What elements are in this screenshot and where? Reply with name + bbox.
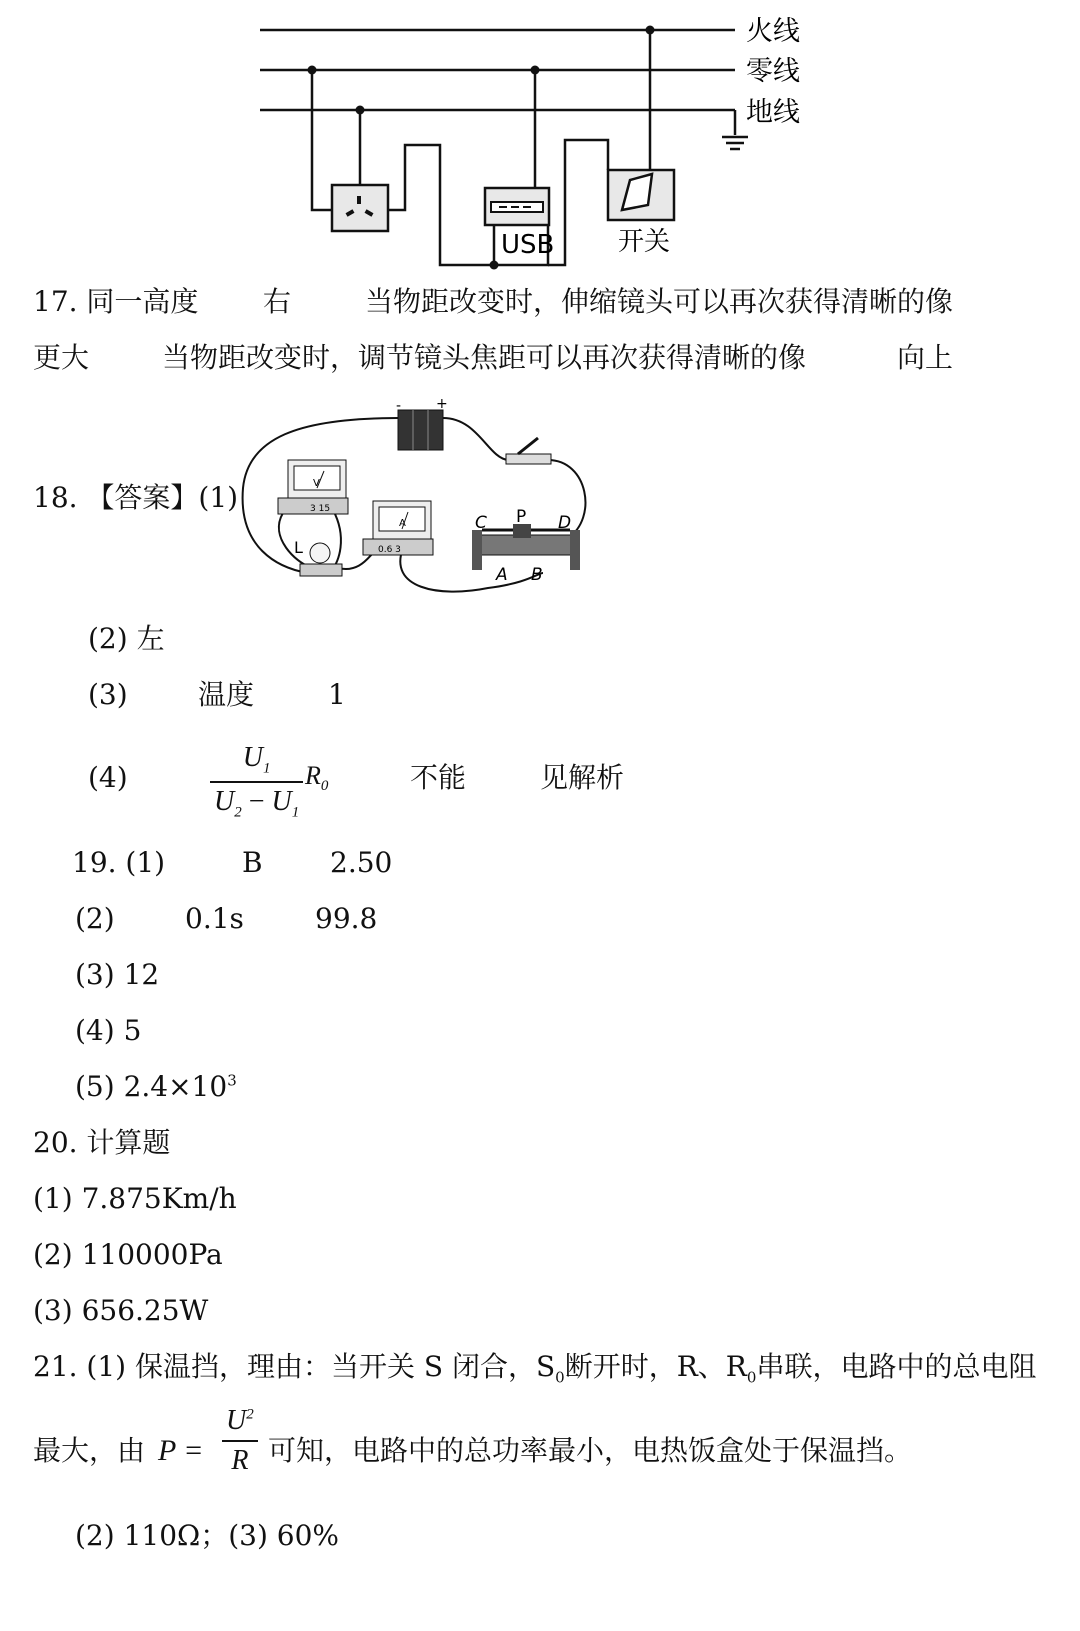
label-usb: USB	[501, 230, 555, 260]
q21-formula-frac: $U^2$ R	[222, 1405, 258, 1477]
q21-line2-b: 可知，电路中的总功率最小，电热饭盒处于保温挡。	[268, 1434, 913, 1467]
q19-p3: (3) 12	[75, 958, 160, 991]
rheostat-d: D	[558, 513, 572, 533]
q20-p2: (2) 110000Pa	[33, 1238, 223, 1271]
ammeter-label: A	[399, 518, 406, 529]
q17-line1-c: 当物距改变时，伸缩镜头可以再次获得清晰的像	[365, 285, 954, 318]
rheostat-b: B	[531, 565, 543, 585]
q18-p4-label: (4)	[88, 761, 128, 794]
q17-line2-b: 当物距改变时，调节镜头焦距可以再次获得清晰的像	[162, 341, 807, 374]
q18-circuit-diagram	[238, 398, 598, 598]
q21-line3: (2) 110Ω；(3) 60%	[75, 1519, 340, 1552]
q21-line2-a: 最大，由	[33, 1434, 146, 1467]
voltmeter-ticks: 3 15	[310, 504, 331, 514]
q18-p3-label: (3)	[88, 678, 128, 711]
q19-p2-b: 99.8	[315, 902, 378, 935]
rheostat-a: A	[496, 565, 508, 585]
q18-p4-r0: $R_0$	[305, 761, 329, 795]
q17-line1-b: 右	[263, 285, 292, 318]
house-wiring-diagram	[250, 0, 830, 275]
svg-text:+: +	[436, 398, 448, 412]
q17-line2-c: 向上	[897, 341, 954, 374]
q21-formula-p: P =	[158, 1434, 204, 1467]
label-ground: 地线	[746, 97, 800, 128]
svg-text:-: -	[396, 398, 402, 414]
label-live: 火线	[746, 16, 800, 47]
label-neutral: 零线	[746, 56, 800, 87]
socket-icon	[332, 185, 388, 231]
q18-p2: (2) 左	[88, 622, 165, 655]
q20-p3: (3) 656.25W	[33, 1294, 209, 1327]
label-switch: 开关	[618, 227, 671, 257]
q19-p2-a: 0.1s	[185, 902, 244, 935]
q19-p1-label: 19. (1)	[72, 846, 166, 879]
q18-p4-b: 见解析	[540, 761, 625, 794]
lamp-label: L	[294, 538, 303, 557]
q18-p4-a: 不能	[410, 761, 467, 794]
q18-p3-b: 1	[328, 678, 346, 711]
q18-p4-formula: $U_1$ $U_2 - U_1$	[210, 742, 303, 821]
q19-p1-b: 2.50	[330, 846, 393, 879]
q17-line1-a: 17. 同一高度	[33, 285, 199, 318]
voltmeter-label: V	[313, 478, 320, 489]
q21-line1: 21. (1) 保温挡，理由：当开关 S 闭合，$S_0$断开时，R、$R_0$串联，电路中的总电阻	[33, 1350, 1037, 1387]
rheostat-p: P	[516, 507, 527, 527]
q17-line2-a: 更大	[33, 341, 90, 374]
rheostat-c: C	[475, 513, 487, 533]
q20-head: 20. 计算题	[33, 1126, 171, 1159]
q18-p3-a: 温度	[198, 678, 255, 711]
q20-p1: (1) 7.875Km/h	[33, 1182, 237, 1215]
q19-p4: (4) 5	[75, 1014, 142, 1047]
q19-p2-label: (2)	[75, 902, 115, 935]
q19-p1-a: B	[242, 846, 263, 879]
ammeter-ticks: 0.6 3	[378, 545, 401, 555]
q18-head: 18. 【答案】(1)	[33, 481, 239, 514]
q19-p5: (5) $2.4\times 10^3$	[75, 1070, 237, 1103]
